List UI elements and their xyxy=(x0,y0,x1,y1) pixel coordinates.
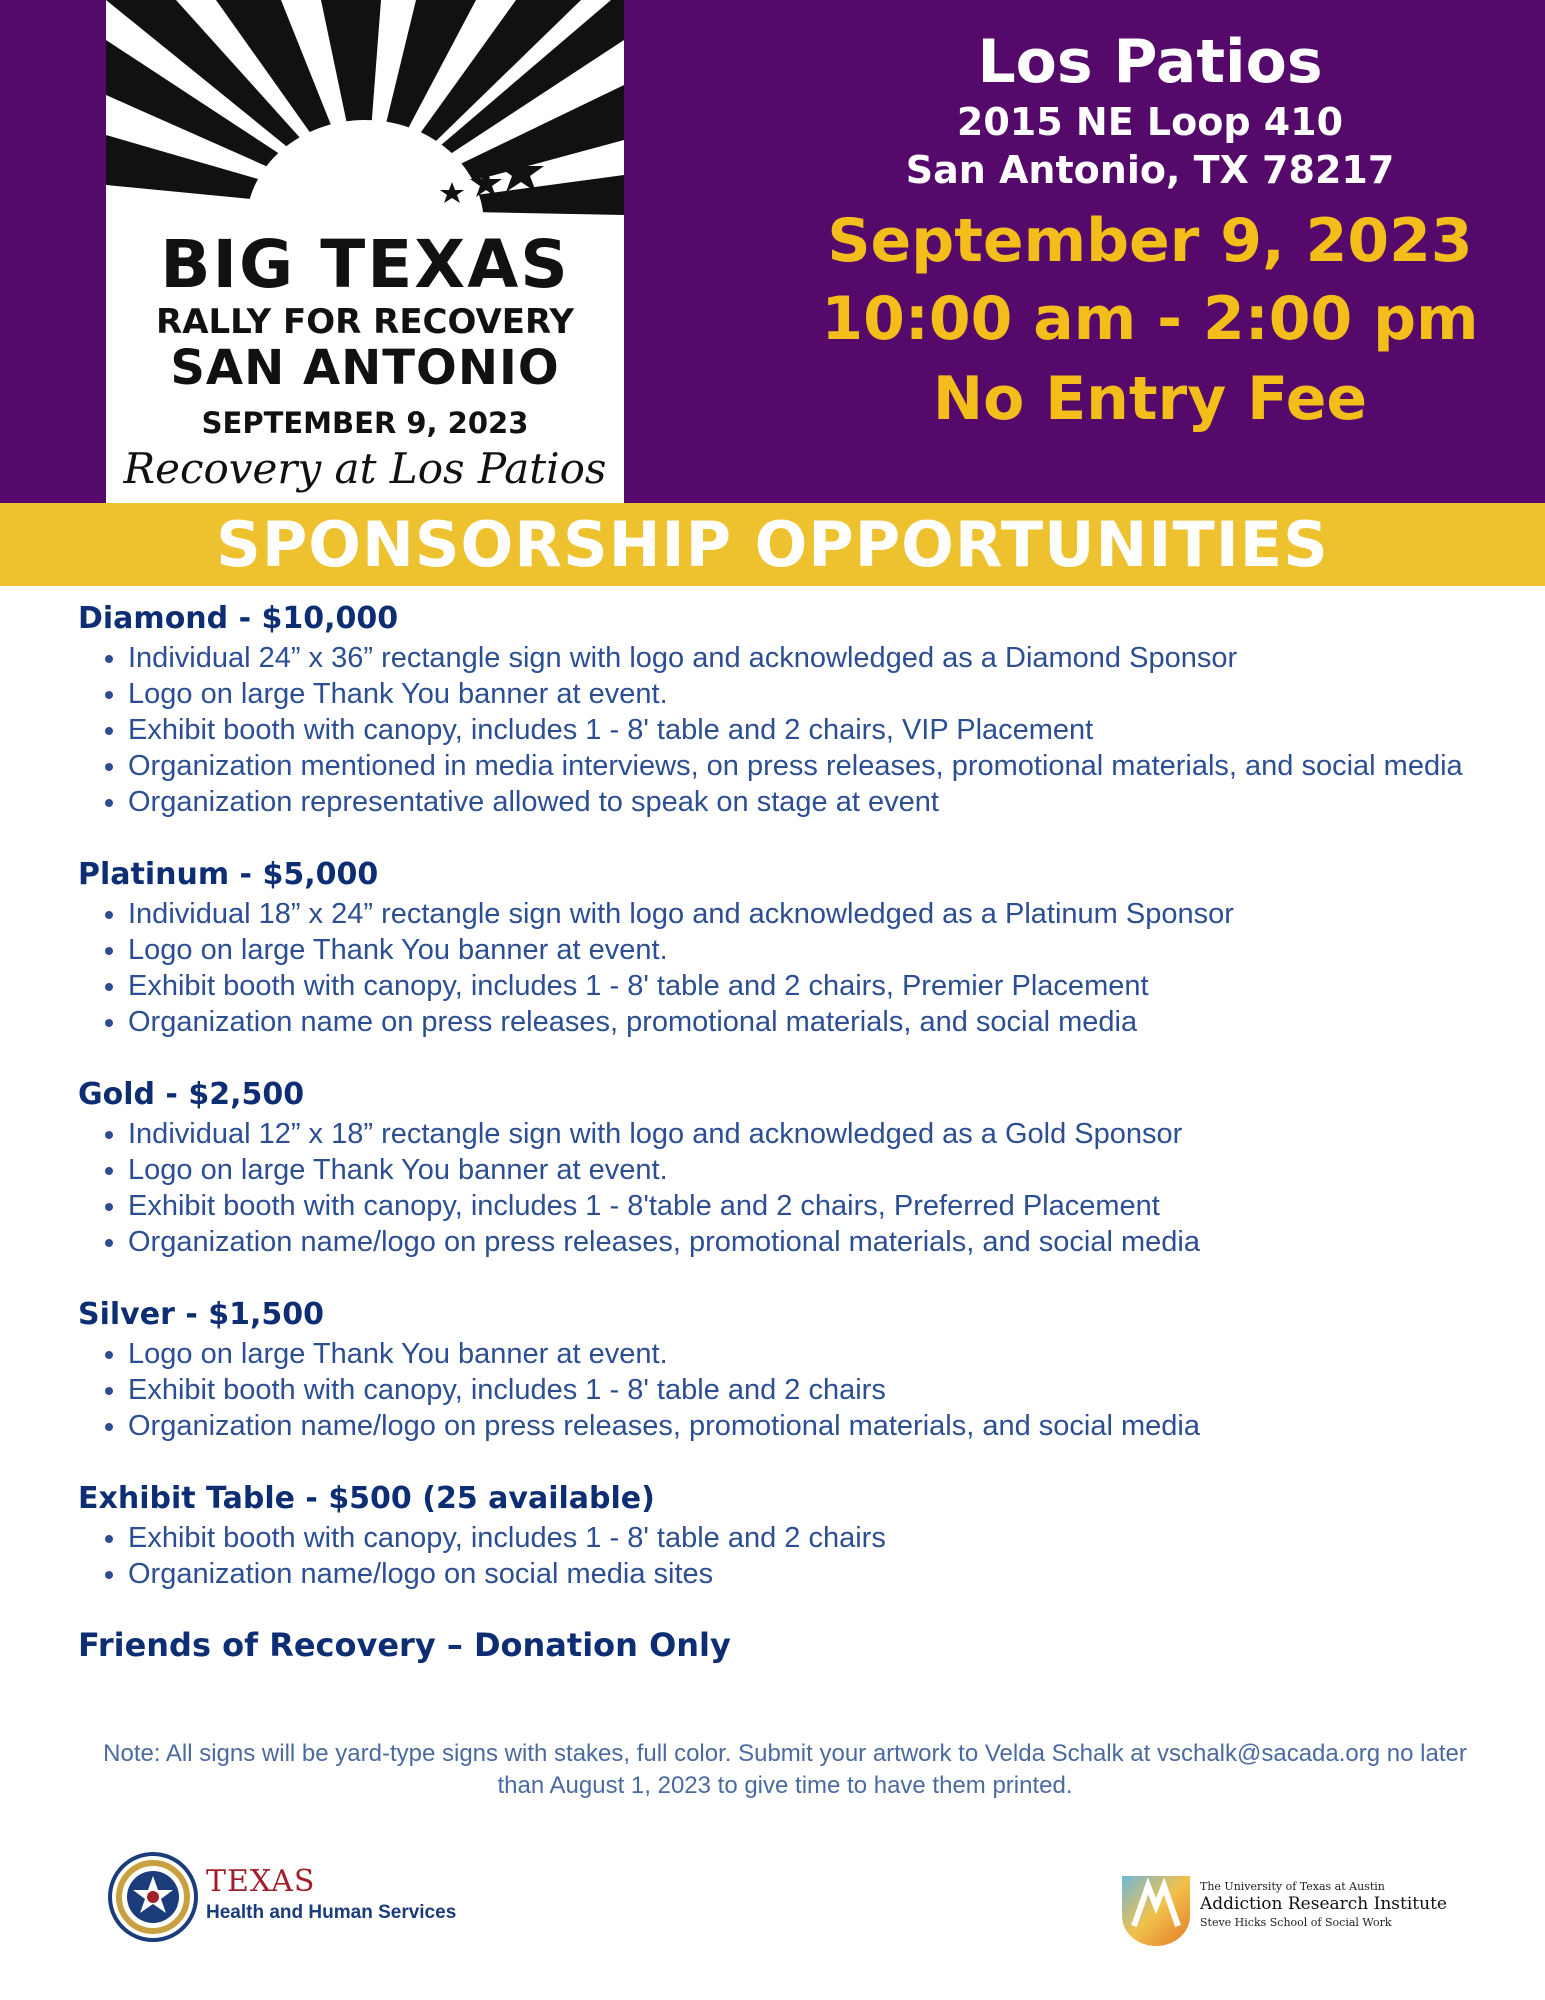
ari-school: Steve Hicks School of Social Work xyxy=(1200,1916,1392,1929)
tier-benefits xyxy=(78,640,1488,820)
benefit-item: • Exhibit booth with canopy, includes 1 - 8' table and 2 chairs xyxy=(128,1520,1488,1556)
logo-tagline: Recovery at Los Patios xyxy=(123,444,607,493)
benefit-item: • Organization mentioned in media interviews, on press releases, promotional materials, and social media xyxy=(128,748,1488,784)
event-fee: No Entry Fee xyxy=(932,364,1368,434)
ari-emblem-icon xyxy=(1120,1872,1192,1948)
benefit-item: • Logo on large Thank You banner at event. xyxy=(128,932,1488,968)
benefit-item: • Logo on large Thank You banner at event. xyxy=(128,1152,1488,1188)
tier-title: Platinum - $5,000 xyxy=(78,857,379,892)
sponsorship-banner: SPONSORSHIP OPPORTUNITIES xyxy=(0,503,1545,586)
logo-san-antonio: SAN ANTONIO xyxy=(170,340,560,396)
benefit-item: • Organization name/logo on press releases, promotional materials, and social media xyxy=(128,1224,1488,1260)
tier-title: Silver - $1,500 xyxy=(78,1297,324,1332)
texas-seal-icon xyxy=(108,1852,198,1942)
benefit-item: • Organization name/logo on press releases, promotional materials, and social media xyxy=(128,1408,1488,1444)
benefit-item: • Exhibit booth with canopy, includes 1 - 8' table and 2 chairs, Premier Placement xyxy=(128,968,1488,1004)
tier-exhibit-table xyxy=(78,1478,1488,1592)
logo-date: SEPTEMBER 9, 2023 xyxy=(201,406,529,440)
benefit-item: • Exhibit booth with canopy, includes 1 - 8'table and 2 chairs, Preferred Placement xyxy=(128,1188,1488,1224)
tier-diamond xyxy=(78,598,1488,820)
venue-info xyxy=(810,26,1490,440)
benefit-item: • Logo on large Thank You banner at event. xyxy=(128,676,1488,712)
ari-university: The University of Texas at Austin xyxy=(1200,1880,1385,1893)
event-time: 10:00 am - 2:00 pm xyxy=(821,284,1479,354)
tier-title: Gold - $2,500 xyxy=(78,1077,305,1112)
logo-big-texas: BIG TEXAS xyxy=(160,226,570,303)
hhs-subtitle: Health and Human Services xyxy=(206,1902,457,1923)
tier-benefits xyxy=(78,1336,1488,1444)
hhs-title: TEXAS xyxy=(206,1864,316,1899)
artwork-note: Note: All signs will be yard-type signs with stakes, full color. Submit your artwork to Velda Schalk at vschalk@sacada.org no later than August 1, 2023 to give time to have them printed. xyxy=(103,1740,1467,1799)
benefit-item: • Exhibit booth with canopy, includes 1 - 8' table and 2 chairs, VIP Placement xyxy=(128,712,1488,748)
benefit-item: • Organization name on press releases, promotional materials, and social media xyxy=(128,1004,1488,1040)
tier-title: Exhibit Table - $500 (25 available) xyxy=(78,1481,655,1516)
tier-platinum xyxy=(78,854,1488,1040)
address-line2: San Antonio, TX 78217 xyxy=(905,148,1395,192)
event-logo xyxy=(106,0,624,503)
benefit-item: • Individual 18” x 24” rectangle sign with logo and acknowledged as a Platinum Sponsor xyxy=(128,896,1488,932)
benefit-item: • Exhibit booth with canopy, includes 1 - 8' table and 2 chairs xyxy=(128,1372,1488,1408)
benefit-item: • Organization name/logo on social media sites xyxy=(128,1556,1488,1592)
benefit-item: • Logo on large Thank You banner at event. xyxy=(128,1336,1488,1372)
ari-name: Addiction Research Institute xyxy=(1200,1894,1447,1914)
tier-gold xyxy=(78,1074,1488,1260)
venue-name: Los Patios xyxy=(977,27,1323,97)
tier-benefits xyxy=(78,1116,1488,1260)
friends-of-recovery: Friends of Recovery – Donation Only xyxy=(78,1626,731,1664)
event-date: September 9, 2023 xyxy=(827,206,1473,276)
sponsorship-tiers xyxy=(78,598,1488,1664)
tier-benefits xyxy=(78,896,1488,1040)
texas-hhs-logo xyxy=(108,1850,457,1946)
tier-silver xyxy=(78,1294,1488,1444)
benefit-item: • Individual 12” x 18” rectangle sign with logo and acknowledged as a Gold Sponsor xyxy=(128,1116,1488,1152)
address-line1: 2015 NE Loop 410 xyxy=(956,100,1344,144)
benefit-item: • Individual 24” x 36” rectangle sign with logo and acknowledged as a Diamond Sponsor xyxy=(128,640,1488,676)
tier-title: Diamond - $10,000 xyxy=(78,601,399,636)
header xyxy=(0,0,1545,503)
benefit-item: • Organization representative allowed to speak on stage at event xyxy=(128,784,1488,820)
logo-rally: RALLY FOR RECOVERY xyxy=(156,302,574,342)
addiction-research-institute-logo xyxy=(1120,1872,1450,1952)
tier-benefits xyxy=(78,1520,1488,1592)
